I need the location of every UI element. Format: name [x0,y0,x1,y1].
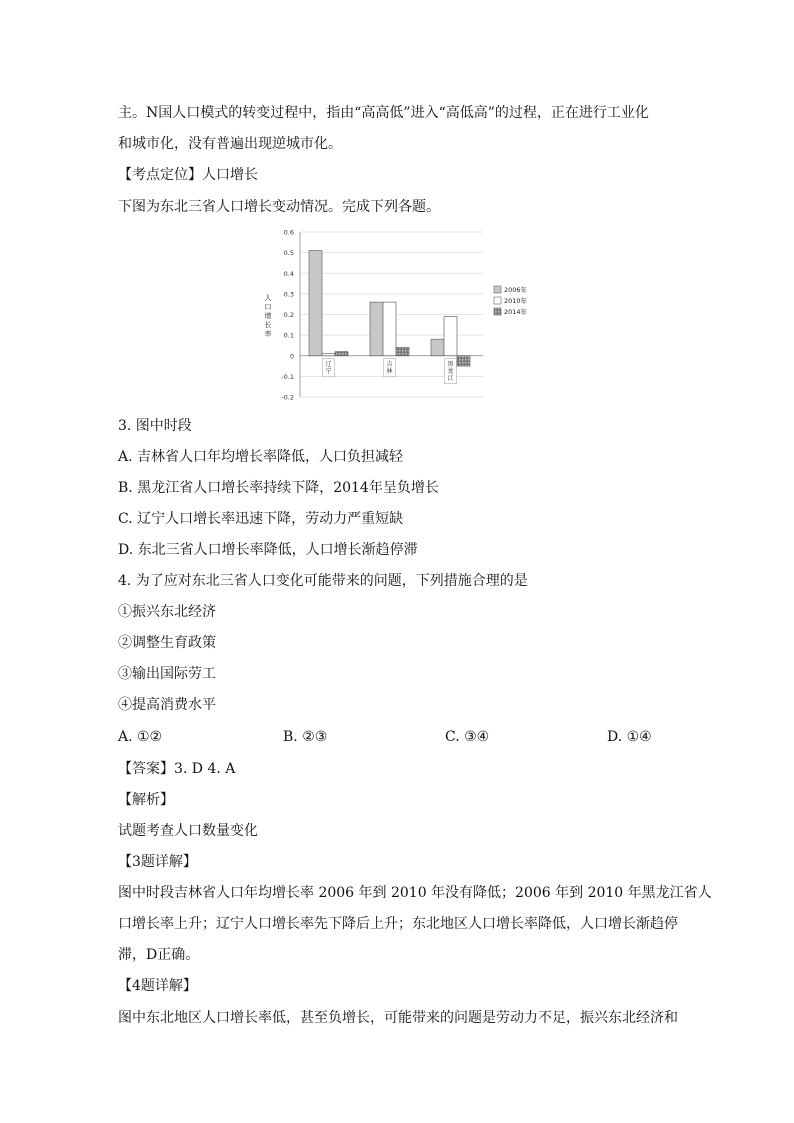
q3-detail-line-1: 图中时段吉林省人口年均增长率 2006 年到 2010 年没有降低；2006 年到 2010 年黑龙江省人 [118,885,712,901]
y-tick-label: 0.6 [283,228,294,237]
y-tick-label: -0.2 [281,393,294,402]
category-label: 林 [386,367,393,375]
bar [370,302,383,356]
y-tick-label: -0.1 [281,372,294,381]
category-label: 龙 [447,367,454,375]
legend-swatch [494,308,501,315]
legend-label: 2010年 [504,297,528,305]
legend-swatch [494,286,501,293]
y-tick-label: 0.1 [283,331,294,340]
question-4-stem: 4. 为了应对东北三省人口变化可能带来的问题，下列措施合理的是 [118,573,528,589]
bar [309,251,322,356]
category-label: 黑 [447,360,454,368]
question-4-item-2: ②调整生育政策 [118,635,216,651]
question-3-option-d: D. 东北三省人口增长率降低，人口增长渐趋停滞 [118,542,418,558]
bar [383,302,396,356]
y-tick-label: 0.3 [283,290,294,299]
y-axis-label: 增 [264,312,272,320]
q3-detail-title: 【3题详解】 [118,854,197,870]
q3-detail-line-3: 滞，D正确。 [118,947,200,963]
category-label: 吉 [386,360,393,368]
question-4-item-1: ①振兴东北经济 [118,604,216,620]
analysis-intro: 试题考查人口数量变化 [118,823,258,839]
question-4-choice-d: D. ①④ [607,729,652,745]
question-3-option-c: C. 辽宁人口增长率迅速下降，劳动力严重短缺 [118,511,404,527]
question-4-choice-b: B. ②③ [283,729,328,745]
bar [396,348,409,356]
y-axis-label: 长 [264,321,272,329]
y-axis-label: 率 [264,330,272,338]
q3-detail-line-2: 口增长率上升；辽宁人口增长率先下降后上升；东北地区人口增长率降低，人口增长渐趋停 [118,916,678,932]
category-label: 辽 [325,360,332,368]
question-3-stem: 3. 图中时段 [118,418,192,434]
y-tick-label: 0.5 [283,249,294,258]
legend-label: 2014年 [504,308,528,316]
text-line-1: 主。N国人口模式的转变过程中，指由“高高低”进入“高低高”的过程，正在进行工业化 [118,105,649,121]
category-label: 宁 [325,367,332,375]
chart-intro: 下图为东北三省人口增长变动情况。完成下列各题。 [118,199,440,215]
y-axis-label: 人 [264,294,272,302]
question-4-choice-c: C. ③④ [445,729,490,745]
legend-label: 2006年 [504,286,528,294]
y-tick-label: 0 [289,352,294,361]
question-4-item-3: ③输出国际劳工 [118,666,216,682]
q4-detail-line-1: 图中东北地区人口增长率低，甚至负增长，可能带来的问题是劳动力不足，振兴东北经济和 [118,1010,678,1026]
y-tick-label: 0.4 [283,269,294,278]
legend-swatch [494,297,501,304]
category-label: 江 [447,374,454,382]
y-axis-label: 口 [264,303,272,311]
q4-detail-title: 【4题详解】 [118,978,197,994]
y-tick-label: 0.2 [283,311,294,319]
bar [457,356,470,366]
question-4-choice-a: A. ①② [118,729,163,745]
bar [335,352,348,356]
analysis-title: 【解析】 [118,792,174,808]
topic-heading: 【考点定位】人口增长 [118,167,258,183]
question-3-option-b: B. 黑龙江省人口增长率持续下降，2014年呈负增长 [118,480,439,496]
bar [431,339,444,356]
question-3-option-a: A. 吉林省人口年均增长率降低，人口负担减轻 [118,449,404,465]
bar [322,354,335,356]
question-4-item-4: ④提高消费水平 [118,697,216,713]
answer-line: 【答案】3. D 4. A [118,761,236,777]
text-line-2: 和城市化，没有普遍出现逆城市化。 [118,136,342,152]
population-growth-chart [258,224,538,410]
bar [444,317,457,356]
